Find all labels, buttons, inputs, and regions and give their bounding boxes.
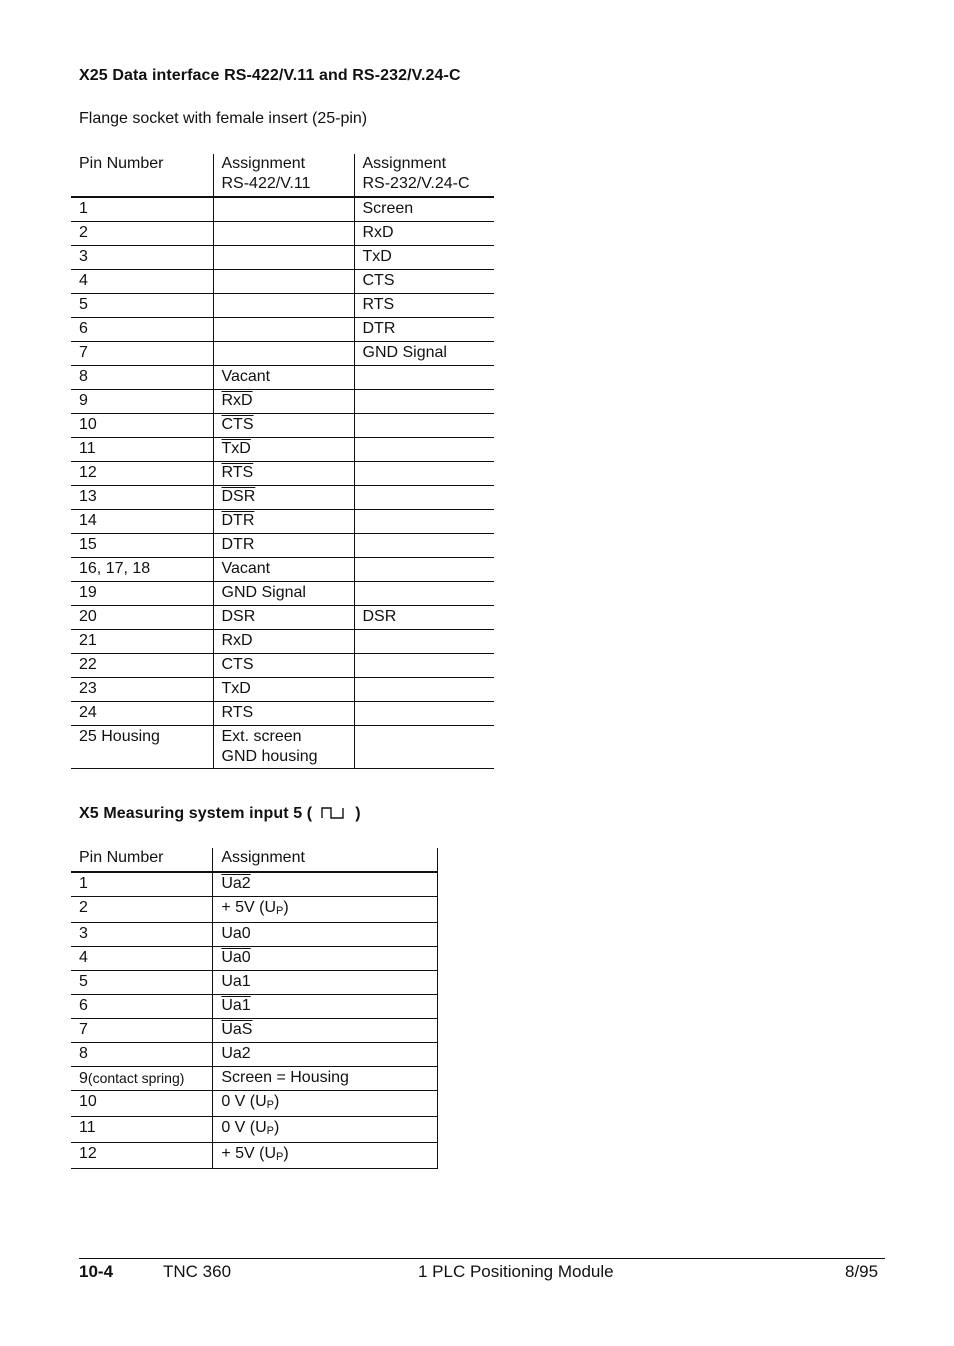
rs232-assignment-cell	[354, 222, 494, 246]
pin-number-cell	[71, 197, 213, 222]
rs422-assignment: GND Signal	[221, 584, 306, 601]
rs422-assignment: $\overline{CTS}$	[221, 416, 254, 433]
footer-rule	[79, 1258, 885, 1259]
rs232-assignment-cell	[354, 414, 494, 438]
assignment-close: )	[283, 1145, 289, 1162]
table-row	[71, 606, 494, 630]
pin-number: 1	[79, 875, 88, 892]
pin-number: 4	[79, 949, 88, 966]
table-row	[71, 947, 438, 971]
table-row	[71, 342, 494, 366]
table-row	[71, 462, 494, 486]
pin-number: 4	[79, 272, 88, 289]
rs422-assignment: DSR	[221, 608, 256, 625]
pin-number-cell	[71, 872, 213, 897]
pin-number: 7	[79, 1021, 88, 1038]
pin-number: 10	[79, 416, 97, 433]
x25-col-pin-label: Pin Number	[79, 155, 164, 172]
table-row	[71, 318, 494, 342]
pin-number: 13	[79, 488, 97, 505]
table-row	[71, 366, 494, 390]
pin-number-cell	[71, 294, 213, 318]
table-row	[71, 678, 494, 702]
table-row	[71, 872, 438, 897]
assignment-subscript: P	[266, 1125, 274, 1137]
rs422-assignment: Vacant	[221, 368, 271, 385]
pin-number-cell	[71, 270, 213, 294]
rs422-assignment-cell	[213, 197, 354, 222]
assignment-close: )	[283, 899, 289, 916]
x5-pin-table	[71, 848, 438, 1169]
table-row	[71, 630, 494, 654]
table-row	[71, 654, 494, 678]
pin-number-cell	[71, 678, 213, 702]
pin-number-cell	[71, 366, 213, 390]
rs232-assignment: RxD	[362, 224, 394, 241]
table-row	[71, 582, 494, 606]
pin-number-cell	[71, 923, 213, 947]
pin-number-cell	[71, 702, 213, 726]
x25-pin-table	[71, 154, 494, 769]
rs422-assignment-cell	[213, 630, 354, 654]
rs422-assignment-cell	[213, 390, 354, 414]
rs422-assignment-cell	[213, 222, 354, 246]
rs422-assignment-cell	[213, 342, 354, 366]
x5-col-assignment: Assignment	[221, 849, 305, 866]
rs232-assignment-cell	[354, 270, 494, 294]
pin-number: 25 Housing	[79, 728, 160, 745]
pin-number: 10	[79, 1093, 97, 1110]
pin-number-cell	[71, 342, 213, 366]
assignment-close: )	[274, 1093, 280, 1110]
rs422-assignment: Vacant	[221, 560, 271, 577]
rs422-assignment: $\overline{DSR}$	[221, 488, 256, 505]
table-row	[71, 390, 494, 414]
x5-heading	[79, 805, 361, 825]
assignment: + 5V (U	[221, 1145, 276, 1162]
pin-number: 1	[79, 200, 88, 217]
rs232-assignment-cell	[354, 606, 494, 630]
x25-col-rs232	[354, 154, 494, 197]
table-row	[71, 1091, 438, 1117]
rs232-assignment: GND Signal	[362, 344, 447, 361]
rs422-assignment-cell	[213, 606, 354, 630]
table-row	[71, 486, 494, 510]
table-row	[71, 1019, 438, 1043]
pin-note: (contact spring)	[87, 1070, 185, 1086]
x25-col-rs422-line1: Assignment	[221, 155, 306, 172]
x25-col-pin-number	[71, 154, 213, 197]
pin-number-cell	[71, 582, 213, 606]
table-row	[71, 246, 494, 270]
assignment-subscript: P	[276, 1151, 284, 1163]
pin-number: 5	[79, 296, 88, 313]
rs422-assignment-cell	[213, 270, 354, 294]
pin-number: 3	[79, 248, 88, 265]
x25-heading: X25 Data interface RS-422/V.11 and RS-232/V.24-C	[79, 67, 461, 84]
pin-number-cell	[71, 558, 213, 582]
assignment-cell	[213, 923, 438, 947]
rs422-assignment-cell	[213, 582, 354, 606]
rs232-assignment-cell	[354, 510, 494, 534]
x25-col-rs232-line2: RS-232/V.24-C	[362, 175, 470, 192]
assignment-cell	[213, 1091, 438, 1117]
rs422-assignment-cell	[213, 462, 354, 486]
rs232-assignment-cell	[354, 702, 494, 726]
pin-number: 3	[79, 925, 88, 942]
pin-number-cell	[71, 1143, 213, 1169]
pin-number-cell	[71, 534, 213, 558]
pin-number: 15	[79, 536, 97, 553]
footer-section: 1 PLC Positioning Module	[418, 1262, 614, 1281]
pin-number-cell	[71, 390, 213, 414]
footer-page-number: 10-4	[79, 1262, 114, 1281]
x25-col-rs422-line2: RS-422/V.11	[221, 175, 311, 192]
pin-number-cell	[71, 510, 213, 534]
rs232-assignment-cell	[354, 486, 494, 510]
rs422-assignment-cell	[213, 654, 354, 678]
rs232-assignment-cell	[354, 534, 494, 558]
rs422-assignment-line2: GND housing	[221, 748, 318, 765]
rs422-assignment-cell	[213, 558, 354, 582]
assignment-cell	[213, 995, 438, 1019]
rs422-assignment-cell	[213, 534, 354, 558]
rs422-assignment-cell	[213, 726, 354, 769]
assignment: Ua1	[221, 973, 251, 990]
table-row	[71, 558, 494, 582]
pin-number: 23	[79, 680, 97, 697]
pin-number: 14	[79, 512, 97, 529]
rs422-assignment-cell	[213, 318, 354, 342]
rs422-assignment-cell	[213, 678, 354, 702]
assignment-cell	[213, 1117, 438, 1143]
square-wave-icon	[321, 806, 347, 825]
table-row	[71, 923, 438, 947]
table-row	[71, 197, 494, 222]
rs232-assignment-cell	[354, 654, 494, 678]
pin-number-cell	[71, 246, 213, 270]
table-row	[71, 438, 494, 462]
assignment-cell	[213, 897, 438, 923]
pin-number: 21	[79, 632, 97, 649]
pin-number-cell	[71, 438, 213, 462]
rs422-assignment-cell	[213, 438, 354, 462]
rs422-assignment-cell	[213, 510, 354, 534]
footer-date: 8/95	[845, 1262, 879, 1281]
pin-number: 6	[79, 997, 88, 1014]
pin-number-cell	[71, 1019, 213, 1043]
pin-number-cell	[71, 222, 213, 246]
pin-number-cell	[71, 606, 213, 630]
pin-number: 8	[79, 368, 88, 385]
pin-number: 22	[79, 656, 97, 673]
table-row	[71, 222, 494, 246]
pin-number: 7	[79, 344, 88, 361]
rs232-assignment-cell	[354, 390, 494, 414]
pin-number-cell	[71, 414, 213, 438]
pin-number-cell	[71, 897, 213, 923]
table-row	[71, 971, 438, 995]
rs232-assignment: RTS	[362, 296, 395, 313]
assignment: Ua2	[221, 1045, 251, 1062]
table-row	[71, 510, 494, 534]
table-row	[71, 270, 494, 294]
pin-number-cell	[71, 995, 213, 1019]
pin-number: 11	[79, 1119, 96, 1136]
rs422-assignment: DTR	[221, 536, 255, 553]
rs232-assignment-cell	[354, 462, 494, 486]
pin-number: 16, 17, 18	[79, 560, 151, 577]
assignment: Screen = Housing	[221, 1069, 349, 1086]
pin-number-cell	[71, 1067, 213, 1091]
x5-heading-suffix: )	[355, 805, 361, 822]
assignment-cell	[213, 1143, 438, 1169]
table-row	[71, 1067, 438, 1091]
rs422-assignment: $\overline{TxD}$	[221, 440, 251, 457]
assignment: Ua0	[221, 925, 251, 942]
pin-number-cell	[71, 630, 213, 654]
rs422-assignment-cell	[213, 486, 354, 510]
pin-number: 2	[79, 899, 88, 916]
assignment-cell	[213, 872, 438, 897]
assignment-subscript: P	[276, 905, 284, 917]
rs422-assignment-cell	[213, 246, 354, 270]
rs422-assignment-cell	[213, 702, 354, 726]
rs232-assignment-cell	[354, 246, 494, 270]
rs422-assignment: CTS	[221, 656, 254, 673]
assignment: Ua1	[221, 997, 251, 1014]
assignment: Ua2	[221, 875, 251, 892]
x5-col-pin-number: Pin Number	[71, 848, 213, 872]
rs232-assignment: Screen	[362, 200, 414, 217]
x5-table-header	[71, 848, 438, 872]
table-row	[71, 897, 438, 923]
pin-number: 5	[79, 973, 88, 990]
pin-number: 20	[79, 608, 97, 625]
table-row	[71, 995, 438, 1019]
pin-number: 9	[79, 392, 88, 409]
rs232-assignment: DSR	[362, 608, 397, 625]
rs422-assignment: TxD	[221, 680, 251, 697]
rs232-assignment-cell	[354, 582, 494, 606]
table-row	[71, 534, 494, 558]
rs232-assignment-cell	[354, 294, 494, 318]
pin-number-cell	[71, 1043, 213, 1067]
pin-number: 6	[79, 320, 88, 337]
pin-number-cell	[71, 971, 213, 995]
pin-number-cell	[71, 947, 213, 971]
pin-number: 2	[79, 224, 88, 241]
rs422-assignment: $\overline{RxD}$	[221, 392, 253, 409]
table-row	[71, 1117, 438, 1143]
x25-table-body	[71, 197, 494, 769]
assignment: 0 V (U	[221, 1119, 267, 1136]
rs422-assignment-cell	[213, 366, 354, 390]
pin-number: 24	[79, 704, 97, 721]
pin-number-cell	[71, 726, 213, 769]
x25-table-header	[71, 154, 494, 197]
table-row	[71, 702, 494, 726]
x5-heading-prefix: X5 Measuring system input 5 (	[79, 805, 313, 822]
rs422-assignment-cell	[213, 294, 354, 318]
pin-number-cell	[71, 318, 213, 342]
table-row	[71, 1143, 438, 1169]
rs422-assignment-cell	[213, 414, 354, 438]
rs232-assignment: TxD	[362, 248, 392, 265]
rs422-assignment: $\overline{DTR}$	[221, 512, 255, 529]
assignment: + 5V (U	[221, 899, 276, 916]
rs232-assignment: DTR	[362, 320, 396, 337]
rs422-assignment: RTS	[221, 704, 254, 721]
pin-number: 12	[79, 1145, 97, 1162]
assignment-cell	[213, 1019, 438, 1043]
x25-subtitle: Flange socket with female insert (25-pin)	[79, 110, 368, 127]
assignment-subscript: P	[266, 1099, 274, 1111]
assignment-close: )	[274, 1119, 280, 1136]
assignment: 0 V (U	[221, 1093, 267, 1110]
assignment-cell	[213, 947, 438, 971]
rs232-assignment-cell	[354, 197, 494, 222]
pin-number: 8	[79, 1045, 88, 1062]
assignment-cell	[213, 1067, 438, 1091]
table-row	[71, 1043, 438, 1067]
rs232-assignment-cell	[354, 630, 494, 654]
rs422-assignment: Ext. screen	[221, 728, 302, 745]
assignment-cell	[213, 971, 438, 995]
footer-model: TNC 360	[163, 1262, 232, 1281]
rs232-assignment-cell	[354, 438, 494, 462]
assignment: $\overline{UaS}$	[221, 1021, 253, 1038]
pin-number: 9	[79, 1070, 88, 1087]
rs422-assignment: RxD	[221, 632, 253, 649]
pin-number: 11	[79, 440, 96, 457]
x25-col-rs422	[213, 154, 354, 197]
rs232-assignment-cell	[354, 342, 494, 366]
pin-number: 12	[79, 464, 97, 481]
x5-table-body	[71, 872, 438, 1169]
pin-number-cell	[71, 1091, 213, 1117]
rs232-assignment-cell	[354, 366, 494, 390]
rs422-assignment: $\overline{RTS}$	[221, 464, 254, 481]
pin-number-cell	[71, 486, 213, 510]
pin-number-cell	[71, 462, 213, 486]
table-row	[71, 414, 494, 438]
pin-number-cell	[71, 1117, 213, 1143]
table-row	[71, 294, 494, 318]
rs232-assignment-cell	[354, 678, 494, 702]
rs232-assignment-cell	[354, 726, 494, 769]
table-row	[71, 726, 494, 769]
pin-number-cell	[71, 654, 213, 678]
rs232-assignment-cell	[354, 558, 494, 582]
rs232-assignment: CTS	[362, 272, 395, 289]
assignment: Ua0	[221, 949, 251, 966]
pin-number: 19	[79, 584, 97, 601]
x25-col-rs232-line1: Assignment	[362, 155, 447, 172]
assignment-cell	[213, 1043, 438, 1067]
rs232-assignment-cell	[354, 318, 494, 342]
